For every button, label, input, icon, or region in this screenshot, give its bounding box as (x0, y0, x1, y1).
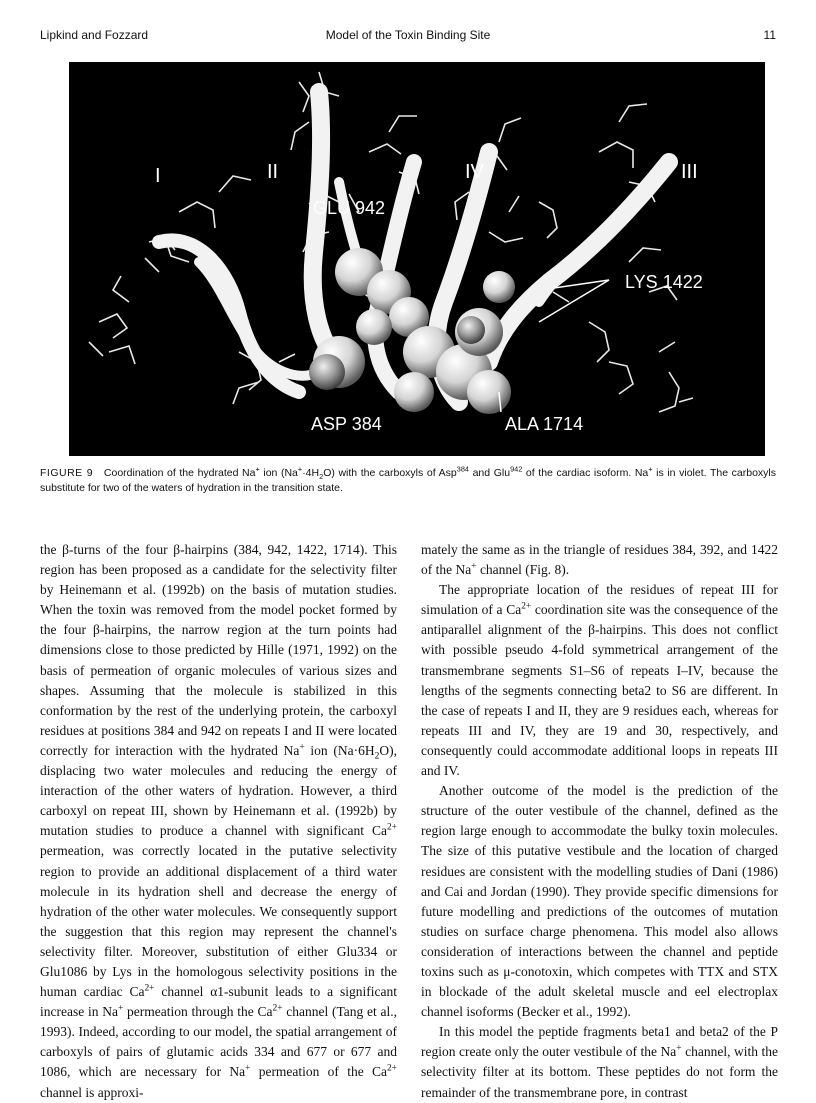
superscript: + (117, 1003, 124, 1014)
body-text: In this model the peptide fragments beta1 and beta2 of the P region create only the outer vestibule of the Na (421, 1024, 778, 1060)
body-text: ion (Na·6H (304, 742, 375, 758)
caption-figure-label: FIGURE 9 (40, 467, 94, 479)
caption-sup: + (255, 464, 260, 474)
label-glu-942: GLU 942 (313, 198, 386, 218)
caption-sup: + (297, 464, 303, 474)
caption-sup: 384 (456, 464, 469, 474)
body-text: channel is approxi- (40, 1084, 144, 1100)
molecular-model-image (69, 62, 765, 456)
caption-text: Coordination of the hydrated Na (103, 467, 256, 479)
caption-text: O) with the carboxyls of Asp (323, 467, 457, 479)
superscript: + (299, 742, 305, 753)
caption-sup: + (648, 464, 653, 474)
label-repeat-3: III (681, 161, 698, 183)
caption-sup: 942 (510, 464, 523, 474)
label-repeat-1: I (155, 165, 161, 187)
superscript: 2+ (144, 983, 155, 994)
figure-caption (40, 466, 776, 496)
label-repeat-2: II (267, 161, 279, 183)
space-filling-atoms (309, 248, 515, 414)
superscript: + (471, 561, 477, 572)
body-text: channel (Fig. 8). (476, 562, 570, 578)
paragraph (421, 580, 778, 781)
superscript: + (245, 1063, 251, 1074)
body-text: permeation through the Ca (123, 1004, 273, 1020)
body-text: mately the same as in the triangle of residues 384, 392, and 1422 of the Na (421, 542, 778, 578)
subscript: 2 (374, 751, 380, 762)
label-repeat-4: IV (465, 161, 484, 183)
header-title: Model of the Toxin Binding Site (325, 28, 491, 42)
body-text: coordination site was the consequence of the antiparallel alignment of the β-hairpins. This does not conflict with possible pseudo 4-fold symmetrical arrangement of the transmembrane segments S1–S6 of repeats I–IV, because the lengths of the segments connecting beta2 to S6 are different. In the case of repeats I and II, they are 9 residues each, whereas for repeats III and IV, they are 19 and 30, respectively, and consequently could accommodate additional loops in repeats III and IV. (421, 602, 779, 779)
running-head (40, 28, 776, 46)
superscript: 2+ (386, 822, 397, 833)
body-text: channel α1-subunit leads to a significant increase in Na (40, 984, 397, 1020)
superscript: + (676, 1043, 682, 1054)
body-text: permeation of the Ca (250, 1064, 387, 1080)
right-column (421, 540, 778, 1103)
caption-sub: 2 (319, 472, 324, 482)
caption-text: is in violet. The carboxyls substitute for two of the waters of hydration in the transition state. (40, 467, 776, 494)
body-text: The appropriate location of the residues of repeat III for simulation of a Ca (421, 582, 778, 618)
label-ala-1714: ALA 1714 (505, 414, 584, 434)
paragraph (40, 540, 397, 1103)
body-text: channel, with the selectivity filter at its bottom. These peptides do not form the remainder of the transmembrane pore, in contrast (421, 1044, 778, 1100)
superscript: 2+ (521, 601, 532, 612)
paragraph (421, 1022, 778, 1102)
superscript: 2+ (386, 1063, 397, 1074)
header-authors: Lipkind and Fozzard (40, 28, 149, 42)
label-asp-384: ASP 384 (311, 414, 382, 434)
paragraph: Another outcome of the model is the prediction of the structure of the outer vestibule of the channel, defined as the region large enough to accommodate the bulky toxin molecules. The size of this putative vestibule and the location of charged residues are consistent with the modelling studies of Dani (1986) and Cai and Jordan (1990). They provide specific dimensions for future modelling and predictions of the outcomes of mutation studies on surface charge phenomena. This model also allows consideration of interactions between the channel and peptide toxins such as μ-conotoxin, which competes with TTX and STX in blockade of the adult skeletal muscle and eel electroplax channel isoforms (Becker et al., 1992). (421, 783, 778, 1020)
caption-text: ion (Na (259, 467, 298, 479)
caption-text: of the cardiac isoform. Na (522, 467, 649, 479)
body-text: the β-turns of the four β-hairpins (384, 942, 1422, 1714). This region has been proposed as a candidate for the selectivity filter by Heinemann et al. (1992b) on the basis of mutation studies. When the toxin was removed from the model pocket formed by the four β-hairpins, the narrow region at the turn points had dimensions close to those predicted by Hille (1971, 1992) on the basis of permeation of organic molecules of various sizes and shapes. Assuming that the molecule is stabilized in this conformation by the rest of the underlying protein, the carboxyl residues at positions 384 and 942 on repeats I and II were located correctly for interaction with the hydrated Na (40, 542, 397, 758)
caption-text: and Glu (469, 467, 511, 479)
body-text: O), displacing two water molecules and reducing the energy of interaction of the other waters of hydration. However, a third carboxyl on repeat III, shown by Heinemann et al. (1992b) by mutation studies to produce a channel with significant Ca (40, 742, 397, 839)
label-lys-1422: LYS 1422 (625, 272, 703, 292)
body-text: permeation, was correctly located in the putative selectivity region to provide an additional displacement of a third water molecule in its hydration shell and decrease the energy of hydration of the other water molecules. We consequently support the suggestion that this region may represent the channel's selectivity filter. Moreover, substitution of either Glu334 or Glu1086 by Lys in the homologous selectivity positions in the human cardiac Ca (40, 843, 397, 1000)
superscript: 2+ (272, 1003, 283, 1014)
paragraph (421, 540, 778, 580)
caption-text: ·4H (302, 467, 320, 479)
figure-9-molecular-model (69, 62, 765, 456)
left-column (40, 540, 397, 1103)
label-pointers (499, 280, 609, 412)
page-number: 11 (763, 28, 776, 42)
body-text: channel (Tang et al., 1993). Indeed, according to our model, the spatial arrangement of carboxyls of pairs of glutamic acids 334 and 677 or 677 and 1086, which are necessary for Na (40, 1004, 397, 1080)
